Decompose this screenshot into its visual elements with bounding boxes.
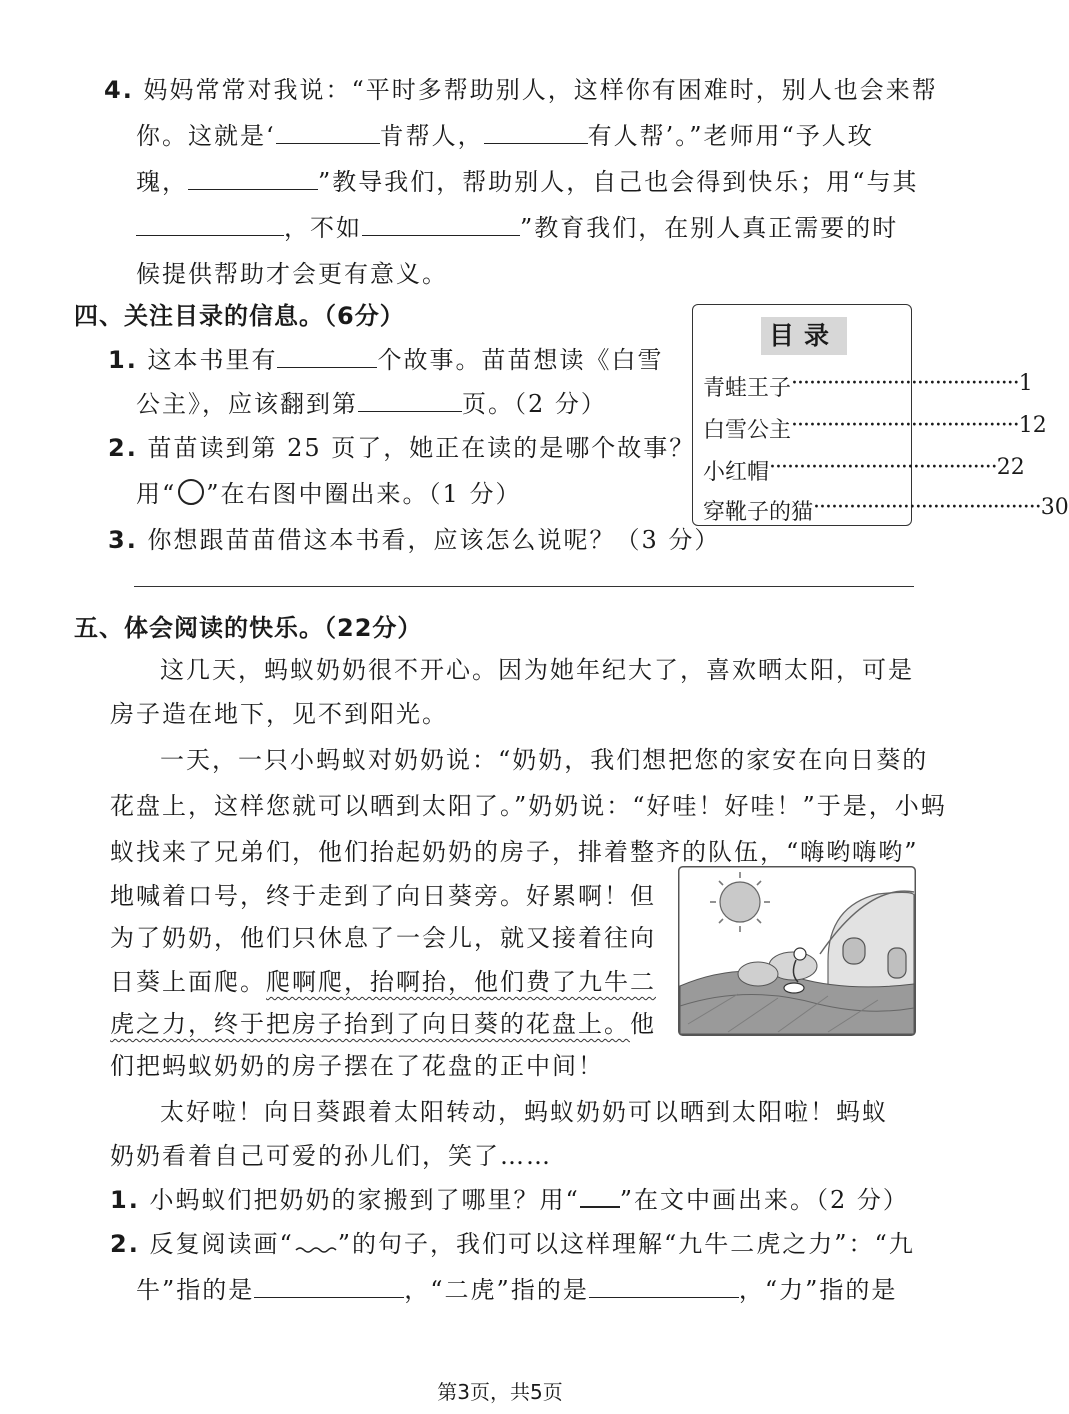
- wavy-underline-mark-icon: [294, 1234, 338, 1254]
- passage-line: 蚁找来了兄弟们，他们抬起奶奶的房子，排着整齐的队伍，“嗨哟嗨哟”: [110, 838, 919, 866]
- toc-title: 目录: [761, 317, 847, 355]
- answer-blank[interactable]: [484, 121, 588, 144]
- s4-q2-line-2: 用“ ”在右图中圈出来。（1 分）: [136, 480, 522, 508]
- circle-mark-icon: [178, 479, 204, 505]
- answer-blank[interactable]: [362, 213, 520, 236]
- passage-line: 这几天，蚂蚁奶奶很不开心。因为她年纪大了，喜欢晒太阳，可是: [160, 656, 914, 684]
- passage-line: 日葵上面爬。爬啊爬，抬啊抬，他们费了九牛二: [110, 968, 656, 996]
- answer-blank[interactable]: [254, 1275, 404, 1298]
- answer-writing-line[interactable]: [134, 586, 914, 587]
- s4-q1-line-1: 1. 这本书里有 个故事。苗苗想读《白雪: [108, 346, 664, 374]
- s5-q2-line-1: 2. 反复阅读画“ ”的句子，我们可以这样理解“九牛二虎之力”：“九: [110, 1230, 915, 1258]
- passage-line: 太好啦！向日葵跟着太阳转动，蚂蚁奶奶可以晒到太阳啦！蚂蚁: [160, 1098, 888, 1126]
- passage-line: 为了奶奶，他们只休息了一会儿，就又接着往向: [110, 924, 656, 952]
- s4-q1-line-2: 公主》，应该翻到第 页。（2 分）: [136, 390, 607, 418]
- q4-line-5: 候提供帮助才会更有意义。: [136, 260, 448, 288]
- passage-line: 花盘上，这样您就可以晒到太阳了。”奶奶说：“好哇！好哇！”于是，小蚂: [110, 792, 947, 820]
- passage-line: 房子造在地下，见不到阳光。: [110, 700, 448, 728]
- table-of-contents: [692, 304, 1069, 526]
- passage-line: 们把蚂蚁奶奶的房子摆在了花盘的正中间！: [110, 1052, 604, 1080]
- q4-line-4: ，不如 ”教育我们，在别人真正需要的时: [136, 208, 898, 243]
- passage-line: 虎之力，终于把房子抬到了向日葵的花盘上。他: [110, 1010, 656, 1038]
- passage-line: 一天，一只小蚂蚁对奶奶说：“奶奶，我们想把您的家安在向日葵的: [160, 746, 929, 774]
- toc-item[interactable]: 穿靴子的猫 ······································ 30: [703, 495, 1069, 525]
- answer-blank[interactable]: [277, 345, 377, 368]
- q4-line-1: 4. 妈妈常常对我说：“平时多帮助别人，这样你有困难时，别人也会来帮: [104, 76, 938, 104]
- toc-item[interactable]: 青蛙王子 ······································ 1: [703, 371, 1033, 401]
- passage-line: 奶奶看着自己可爱的孙儿们，笑了……: [110, 1142, 552, 1170]
- q4-number: 4.: [104, 76, 134, 104]
- ant-house-sunflower-illustration: [678, 866, 916, 1036]
- section-4-heading: 四、关注目录的信息。（6分）: [74, 302, 405, 330]
- q4-line-2: 你。这就是‘ 肯帮人， 有人帮’。”老师用“予人玫: [136, 122, 874, 150]
- answer-blank[interactable]: [276, 121, 380, 144]
- s5-q1-line: 1. 小蚂蚁们把奶奶的家搬到了哪里？用“ ”在文中画出来。（2 分）: [110, 1186, 909, 1214]
- s4-q3-line: 3. 你想跟苗苗借这本书看，应该怎么说呢？（3 分）: [108, 526, 721, 554]
- straight-underline-mark-icon: [580, 1186, 620, 1208]
- toc-item[interactable]: 白雪公主 ······································ 12: [703, 413, 1047, 443]
- s5-q2-line-2: 牛”指的是 ，“二虎”指的是 ，“力”指的是: [136, 1276, 898, 1304]
- answer-blank[interactable]: [589, 1275, 739, 1298]
- q4-line-3: 瑰， ”教导我们，帮助别人，自己也会得到快乐；用“与其: [136, 168, 919, 196]
- wavy-underlined-sentence: 爬啊爬，抬啊抬，他们费了九牛二: [266, 968, 656, 996]
- answer-blank[interactable]: [358, 389, 462, 412]
- page-footer: 第3页，共5页: [437, 1380, 563, 1404]
- passage-line: 地喊着口号，终于走到了向日葵旁。好累啊！但: [110, 882, 656, 910]
- wavy-underlined-sentence: 虎之力，终于把房子抬到了向日葵的花盘上。: [110, 1010, 630, 1038]
- answer-blank[interactable]: [136, 213, 284, 236]
- section-5-heading: 五、体会阅读的快乐。（22分）: [74, 614, 423, 642]
- toc-item[interactable]: 小红帽 ······································ 22: [703, 455, 1025, 485]
- s4-q2-line-1: 2. 苗苗读到第 25 页了，她正在读的是哪个故事？: [108, 434, 696, 462]
- answer-blank[interactable]: [188, 167, 318, 190]
